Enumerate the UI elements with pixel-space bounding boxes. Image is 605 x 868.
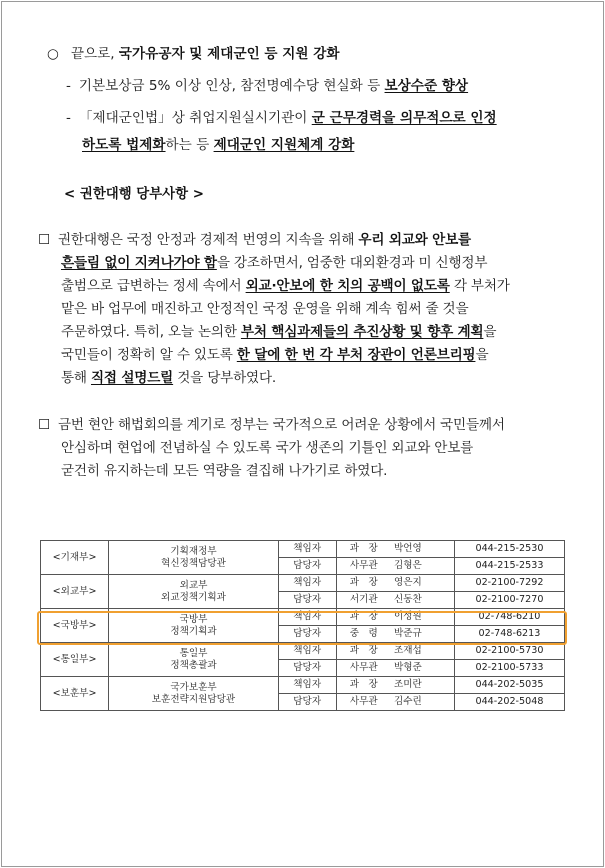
para1-l3a: 출범으로 급변하는 정세 속에서 [61, 278, 246, 294]
contact-name: 김수린 [391, 694, 454, 711]
contact-row [41, 541, 565, 558]
contact-division: <기재부> [41, 541, 109, 575]
contact-phone: 044-202-5048 [454, 694, 564, 711]
contact-division: <통일부> [41, 643, 109, 677]
para2-line2: 안심하며 현업에 전념하실 수 있도록 국가 생존의 기틀인 외교와 안보를 [61, 440, 474, 456]
para1-l3b: 외교·안보에 한 치의 공백이 없도록 [245, 278, 450, 294]
para2-line1 [38, 415, 505, 435]
para1-l2a: 흔들림 없이 지켜나가야 함 [61, 255, 217, 271]
contact-office: 혁신정책담당관 [161, 557, 226, 569]
contact-division: <국방부> [41, 609, 109, 643]
para1-l6b: 한 달에 한 번 각 부처 장관이 언론브리핑 [236, 347, 476, 363]
contact-ministry: 국방부 [179, 613, 208, 625]
item1-text: 기본보상금 5% 이상 인상, 참전명예수당 현실화 등 [78, 78, 385, 94]
contact-phone: 02-2100-5733 [454, 660, 564, 677]
dash-bullet: - [66, 78, 71, 94]
item2-emphasis1: 군 근무경력을 의무적으로 인정 [311, 110, 497, 126]
contact-office: 외교정책기획과 [161, 591, 226, 603]
contact-role: 담당자 [278, 626, 336, 643]
para1-l3c: 각 부처가 [449, 278, 510, 294]
item1-emphasis: 보상수준 향상 [384, 78, 469, 94]
para1-l1b: 우리 외교와 안보를 [358, 232, 471, 248]
item-veterans-line1 [66, 106, 497, 126]
contact-row [41, 643, 565, 660]
section-heading [47, 42, 340, 62]
contact-ministry: 통일부 [179, 647, 208, 659]
contact-name: 김형은 [391, 558, 454, 575]
para1-line2 [61, 253, 487, 273]
contact-position: 사무관 [336, 558, 391, 575]
contact-name: 신동찬 [391, 592, 454, 609]
contact-department [109, 643, 279, 677]
para2-line3: 굳건히 유지하는데 모든 역량을 결집해 나가기로 하였다. [61, 463, 388, 479]
contact-position: 과 장 [336, 541, 391, 558]
contact-name: 영은지 [391, 575, 454, 592]
contact-name: 조재섭 [391, 643, 454, 660]
contact-name: 조미란 [391, 677, 454, 694]
acting-heading: < 권한대행 당부사항 > [64, 187, 204, 202]
contact-position: 사무관 [336, 660, 391, 677]
para1-l7a: 통해 [61, 370, 91, 386]
contact-phone: 02-748-6210 [454, 609, 564, 626]
para2-l1: 금번 현안 해법회의를 계기로 정부는 국가적으로 어려운 상황에서 국민들께서 [58, 417, 505, 433]
para1-line3 [61, 276, 510, 296]
contact-role: 담당자 [278, 558, 336, 575]
checkbox-square-icon: ☐ [38, 417, 50, 433]
contact-role: 담당자 [278, 592, 336, 609]
checkbox-square-icon: ☐ [38, 232, 50, 248]
contact-role: 책임자 [278, 643, 336, 660]
contact-name: 박언영 [391, 541, 454, 558]
contact-department [109, 541, 279, 575]
contact-phone: 044-215-2530 [454, 541, 564, 558]
contact-phone: 044-215-2533 [454, 558, 564, 575]
dash-bullet: - [66, 110, 71, 126]
contact-position: 중 령 [336, 626, 391, 643]
item-veterans-line2 [82, 133, 354, 153]
para1-line5 [61, 322, 496, 342]
item2-emphasis2: 하도록 법제화 [82, 137, 166, 153]
contact-position: 사무관 [336, 694, 391, 711]
para1-l7b: 직접 설명드릴 [90, 370, 174, 386]
para1-l5b: 부처 핵심과제들의 추진상황 및 향후 계획 [240, 324, 484, 340]
contact-role: 담당자 [278, 694, 336, 711]
contact-department [109, 575, 279, 609]
para1-l5c: 을 [483, 324, 497, 340]
contact-row [41, 677, 565, 694]
contact-phone: 02-2100-7292 [454, 575, 564, 592]
contact-phone: 044-202-5035 [454, 677, 564, 694]
contact-role: 책임자 [278, 575, 336, 592]
contact-office: 정책총괄과 [170, 659, 217, 671]
para1-l1a: 권한대행은 국정 안정과 경제적 번영의 지속을 위해 [58, 232, 359, 248]
para1-l5a: 주문하였다. 특히, 오늘 논의한 [61, 324, 241, 340]
contact-position: 서기관 [336, 592, 391, 609]
item2-part2: 하는 등 [165, 137, 214, 153]
contact-position: 과 장 [336, 643, 391, 660]
highlight-box [37, 611, 567, 645]
item2-emphasis3: 제대군인 지원체계 강화 [213, 137, 355, 153]
contact-position: 과 장 [336, 677, 391, 694]
para1-l2b: 을 강조하면서, 엄중한 대외환경과 미 신행정부 [216, 255, 488, 271]
section-heading-lead: 끝으로, [70, 46, 119, 62]
item-compensation [66, 74, 468, 94]
contact-ministry: 국가보훈부 [170, 681, 217, 693]
contact-role: 책임자 [278, 541, 336, 558]
contact-division: <외교부> [41, 575, 109, 609]
contact-phone: 02-748-6213 [454, 626, 564, 643]
para1-l7c: 것을 당부하였다. [173, 370, 276, 386]
contact-role: 책임자 [278, 677, 336, 694]
contact-name: 박형준 [391, 660, 454, 677]
item2-part1: 「제대군인법」상 취업지원실시기관이 [78, 110, 312, 126]
contact-office: 보훈전략지원담당관 [151, 693, 236, 705]
para1-l6a: 국민들이 정확히 알 수 있도록 [61, 347, 237, 363]
para1-line4: 맡은 바 업무에 매진하고 안정적인 국정 운영을 위해 계속 힘써 줄 것을 [61, 301, 469, 317]
contact-role: 담당자 [278, 660, 336, 677]
contact-ministry: 외교부 [179, 579, 208, 591]
para1-line1 [38, 230, 471, 250]
contact-ministry: 기획재정부 [170, 545, 217, 557]
circle-bullet-icon: ○ [47, 46, 59, 62]
contact-phone: 02-2100-7270 [454, 592, 564, 609]
section-heading-bold: 국가유공자 및 제대군인 등 지원 강화 [118, 46, 340, 62]
contact-name: 이성원 [391, 609, 454, 626]
para1-line7 [61, 368, 276, 388]
contact-division: <보훈부> [41, 677, 109, 711]
para1-l6c: 을 [475, 347, 489, 363]
contact-department [109, 677, 279, 711]
contact-name: 박준규 [391, 626, 454, 643]
contact-role: 책임자 [278, 609, 336, 626]
contact-office: 정책기획과 [170, 625, 217, 637]
contact-position: 과 장 [336, 575, 391, 592]
contact-phone: 02-2100-5730 [454, 643, 564, 660]
para1-line6 [61, 345, 488, 365]
contact-row [41, 575, 565, 592]
contact-position: 과 장 [336, 609, 391, 626]
